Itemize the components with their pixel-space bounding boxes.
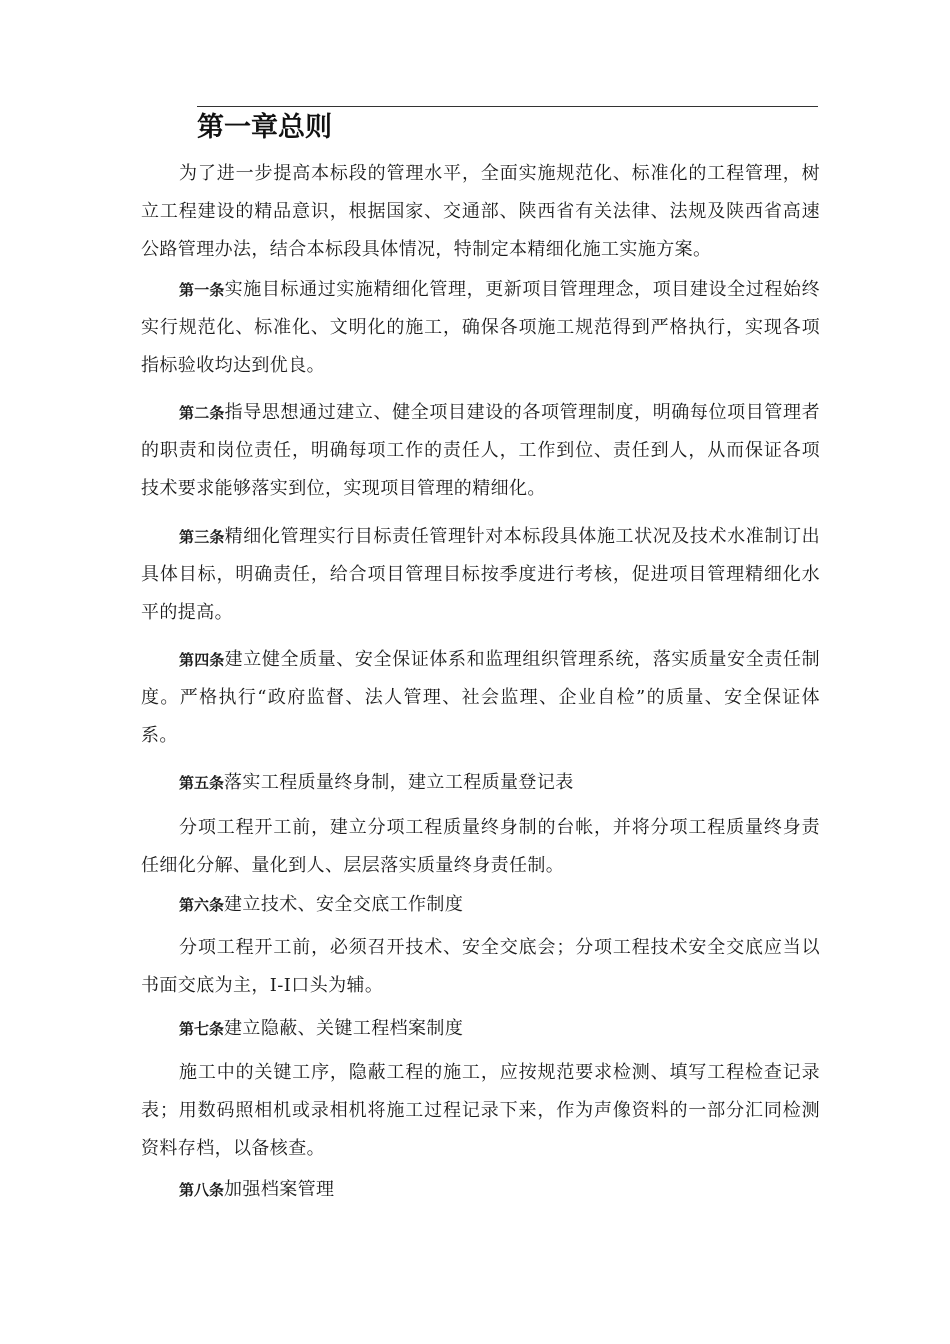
article-1	[141, 271, 820, 385]
article-text: 指导思想通过建立、健全项目建设的各项管理制度，明确每位项目管理者的职责和岗位责任，明确每项工作的责任人，工作到位、责任到人，从而保证各项技术要求能够落实到位，实现项目管理的精细化。	[141, 402, 820, 499]
paragraph-intro	[141, 155, 820, 269]
article-label: 第四条	[179, 651, 225, 669]
article-text: 建立技术、安全交底工作制度	[224, 894, 464, 915]
article-label: 第一条	[179, 281, 225, 299]
paragraph-text: 为了进一步提高本标段的管理水平，全面实施规范化、标准化的工程管理，树立工程建设的精品意识，根据国家、交通部、陕西省有关法律、法规及陕西省高速公路管理办法，结合本标段具体情况，特制定本精细化施工实施方案。	[141, 163, 820, 260]
article-text: 实施目标通过实施精细化管理，更新项目管理理念，项目建设全过程始终实行规范化、标准化、文明化的施工，确保各项施工规范得到严格执行，实现各项指标验收均达到优良。	[141, 279, 820, 376]
paragraph-text: 分项工程开工前，必须召开技术、安全交底会；分项工程技术安全交底应当以书面交底为主，I-I口头为辅。	[141, 937, 820, 996]
paragraph-text: 施工中的关键工序，隐蔽工程的施工，应按规范要求检测、填写工程检查记录表；用数码照相机或录相机将施工过程记录下来，作为声像资料的一部分汇同检测资料存档，以备核查。	[141, 1062, 820, 1159]
article-label: 第八条	[179, 1181, 225, 1199]
article-4	[141, 641, 820, 755]
article-6	[141, 886, 820, 924]
article-3	[141, 518, 820, 632]
article-2	[141, 394, 820, 508]
article-label: 第六条	[179, 896, 225, 914]
article-label: 第七条	[179, 1020, 225, 1038]
article-text: 落实工程质量终身制，建立工程质量登记表	[224, 772, 574, 793]
paragraph-article-5-body	[141, 809, 820, 885]
paragraph-article-7-body	[141, 1054, 820, 1168]
chapter-title: 第一章总则	[197, 112, 332, 143]
paragraph-text: 分项工程开工前，建立分项工程质量终身制的台帐，并将分项工程质量终身责任细化分解、量化到人、层层落实质量终身责任制。	[141, 817, 820, 876]
article-7	[141, 1010, 820, 1048]
header-rule	[197, 106, 818, 107]
article-8	[141, 1171, 820, 1209]
paragraph-article-6-body	[141, 929, 820, 1005]
article-text: 建立隐蔽、关键工程档案制度	[224, 1018, 464, 1039]
article-5	[141, 764, 820, 802]
article-label: 第二条	[179, 404, 225, 422]
article-label: 第五条	[179, 774, 225, 792]
article-text: 精细化管理实行目标责任管理针对本标段具体施工状况及技术水准制订出具体目标，明确责任，给合项目管理目标按季度进行考核，促进项目管理精细化水平的提高。	[141, 526, 820, 623]
article-text: 建立健全质量、安全保证体系和监理组织管理系统，落实质量安全责任制度。严格执行“政府监督、法人管理、社会监理、企业自检”的质量、安全保证体系。	[141, 649, 820, 746]
article-label: 第三条	[179, 528, 225, 546]
article-text: 加强档案管理	[224, 1179, 335, 1200]
